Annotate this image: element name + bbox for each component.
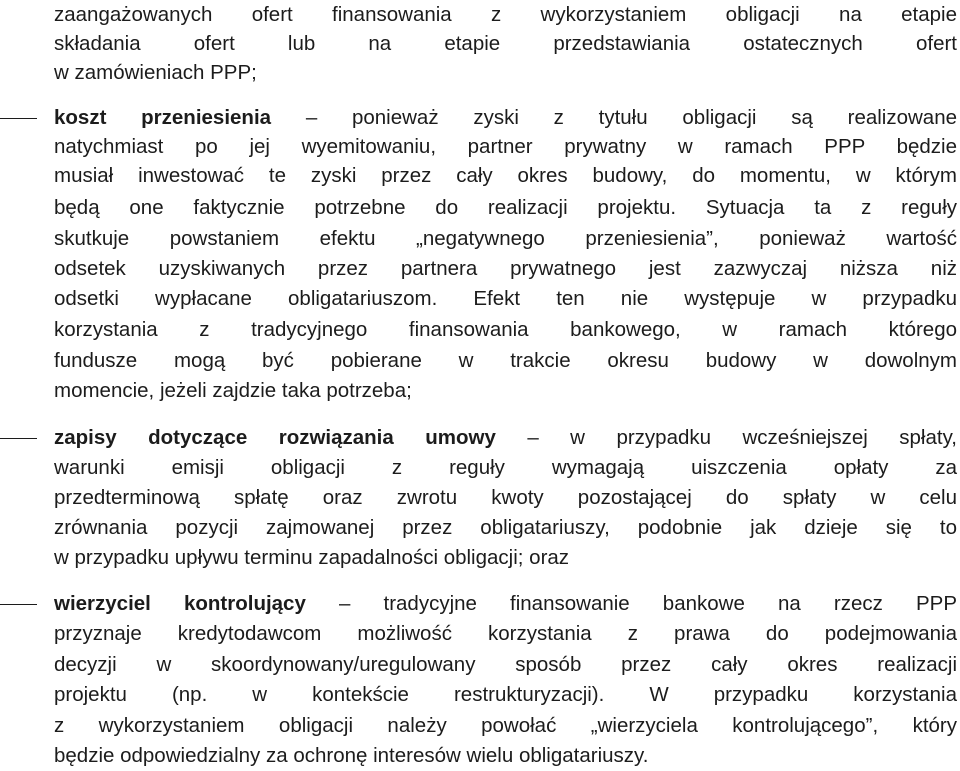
body-text-line: warunki emisji obligacji z reguły wymagają uiszczenia opłaty za: [54, 456, 957, 479]
term-description: – w przypadku wcześniejszej spłaty,: [527, 426, 957, 449]
bullet-dash: [0, 438, 37, 439]
body-text-line: w zamówieniach PPP;: [54, 61, 257, 84]
body-text-line: odsetek uzyskiwanych przez partnera prywatnego jest zazwyczaj niższa niż: [54, 257, 957, 280]
term-description: – tradycyjne finansowanie bankowe na rzecz PPP: [338, 592, 957, 615]
body-text-line: zaangażowanych ofert finansowania z wykorzystaniem obligacji na etapie: [54, 3, 957, 26]
body-text-line: decyzji w skoordynowany/uregulowany sposób przez cały okres realizacji: [54, 653, 957, 676]
body-text-line: będzie odpowiedzialny za ochronę interesów wielu obligatariuszy.: [54, 744, 649, 767]
body-text-line: przyznaje kredytodawcom możliwość korzystania z prawa do podejmowania: [54, 622, 957, 645]
body-text-line: projektu (np. w kontekście restrukturyzacji). W przypadku korzystania: [54, 683, 957, 706]
body-text-line: korzystania z tradycyjnego finansowania bankowego, w ramach którego: [54, 318, 957, 341]
body-text-line: skutkuje powstaniem efektu „negatywnego przeniesienia”, ponieważ wartość: [54, 227, 957, 250]
list-item-first-line: [54, 423, 957, 453]
body-text-line: zrównania pozycji zajmowanej przez obligatariuszy, podobnie jak dzieje się to: [54, 516, 957, 539]
bullet-dash: [0, 604, 37, 605]
term-zapisy-dotyczace-rozwiazania-umowy: zapisy dotyczące rozwiązania umowy: [54, 426, 496, 449]
body-text-line: z wykorzystaniem obligacji należy powołać „wierzyciela kontrolującego”, który: [54, 714, 957, 737]
bullet-dash: [0, 118, 37, 119]
list-item-first-line: [54, 103, 957, 133]
body-text-line: przedterminową spłatę oraz zwrotu kwoty pozostającej do spłaty w celu: [54, 486, 957, 509]
body-text-line: natychmiast po jej wyemitowaniu, partner prywatny w ramach PPP będzie: [54, 135, 957, 158]
body-text-line: w przypadku upływu terminu zapadalności obligacji; oraz: [54, 546, 570, 569]
body-text-line: składania ofert lub na etapie przedstawiania ostatecznych ofert: [54, 32, 957, 55]
term-koszt-przeniesienia: koszt przeniesienia: [54, 106, 272, 129]
term-wierzyciel-kontrolujacy: wierzyciel kontrolujący: [54, 592, 306, 615]
body-text-line: będą one faktycznie potrzebne do realizacji projektu. Sytuacja ta z reguły: [54, 196, 957, 219]
body-text-line: fundusze mogą być pobierane w trakcie okresu budowy w dowolnym: [54, 349, 957, 372]
body-text-line: musiał inwestować te zyski przez cały okres budowy, do momentu, w którym: [54, 164, 957, 187]
term-description: – ponieważ zyski z tytułu obligacji są realizowane: [305, 106, 958, 129]
list-item-first-line: [54, 589, 957, 619]
body-text-line: odsetki wypłacane obligatariuszom. Efekt ten nie występuje w przypadku: [54, 287, 957, 310]
body-text-line: momencie, jeżeli zajdzie taka potrzeba;: [54, 379, 412, 402]
